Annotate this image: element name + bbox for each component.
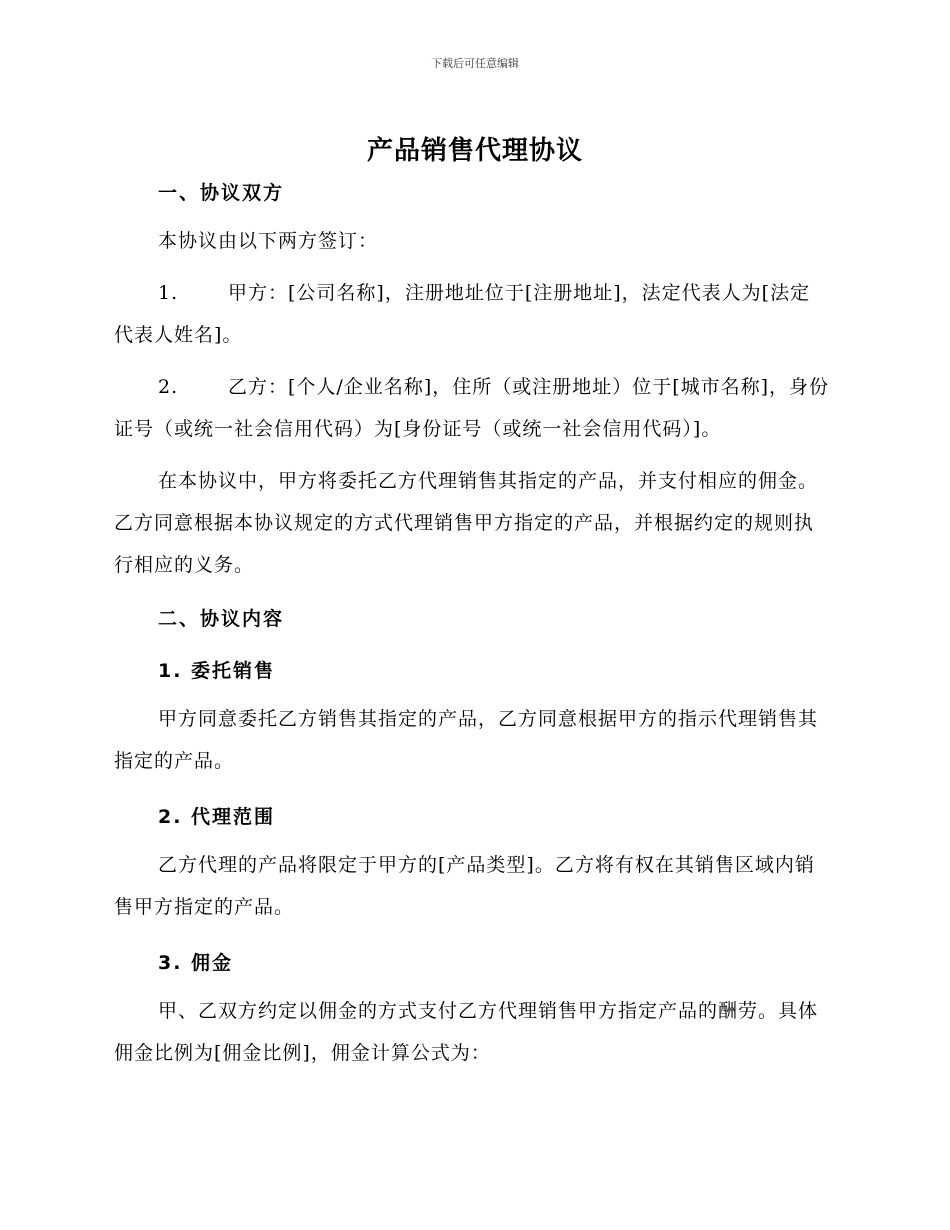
- header-note: 下载后可任意编辑: [431, 57, 519, 70]
- parties-paragraph: 在本协议中，甲方将委托乙方代理销售其指定的产品，并支付相应的佣金。乙方同意根据本协议规定的方式代理销售甲方指定的产品，并根据约定的规则执行相应的义务。: [114, 470, 819, 576]
- section-heading-parties: 一、协议双方: [158, 182, 285, 204]
- subsection-heading-entrusted-sales: 1. 委托销售: [158, 660, 276, 682]
- agency-scope-text: 乙方代理的产品将限定于甲方的[产品类型]。乙方将有权在其销售区域内销售甲方指定的产品。: [114, 854, 815, 918]
- party-item-a: [114, 272, 830, 356]
- subsection-heading-agency-scope: 2. 代理范围: [158, 806, 276, 828]
- subsection-heading-commission: 3. 佣金: [158, 952, 234, 974]
- party-item-number: 2.: [158, 376, 179, 398]
- party-item-number: 1.: [158, 282, 179, 304]
- entrusted-sales-text: 甲方同意委托乙方销售其指定的产品，乙方同意根据甲方的指示代理销售其指定的产品。: [114, 708, 819, 772]
- party-item-text: 乙方：[个人/企业名称]，住所（或注册地址）位于[城市名称]，身份证号（或统一社会信用代码）为[身份证号（或统一社会信用代码）]。: [114, 376, 830, 440]
- document-title: 产品销售代理协议: [366, 136, 583, 166]
- commission-text: 甲、乙双方约定以佣金的方式支付乙方代理销售甲方指定产品的酬劳。具体佣金比例为[佣金比例]，佣金计算公式为：: [114, 1000, 819, 1064]
- party-item-b: [114, 366, 830, 450]
- section-heading-content: 二、协议内容: [158, 608, 285, 630]
- parties-intro: 本协议由以下两方签订：: [158, 230, 379, 252]
- party-item-text: 甲方：[公司名称]，注册地址位于[注册地址]，法定代表人为[法定代表人姓名]。: [114, 282, 811, 346]
